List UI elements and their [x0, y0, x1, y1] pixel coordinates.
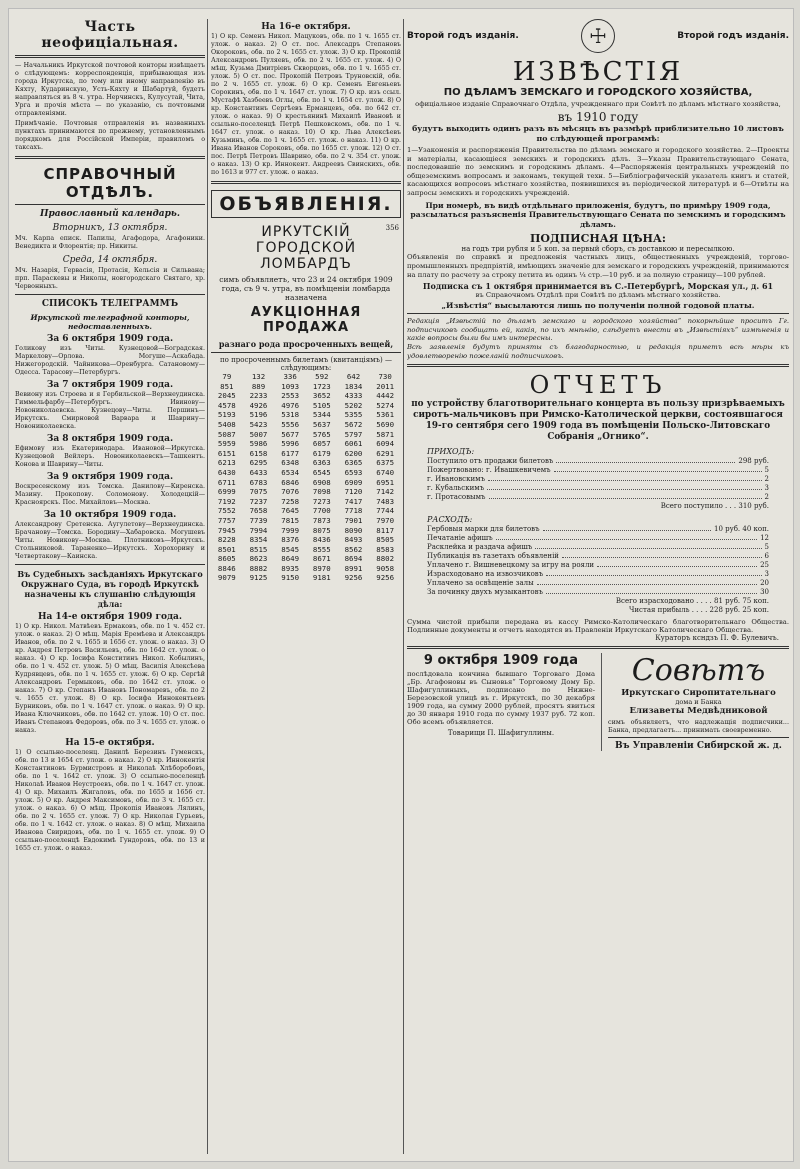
council-text: симъ объявляетъ, что надлежащія подписчики... Банка, предлагаетъ... принимать своевременно. — [608, 718, 789, 735]
ticket-number: 3652 — [312, 391, 331, 401]
court-cases: 1) О ссыльно-поселенц. Данилѣ Березинъ Гуменскъ, обв. по 13 и 1654 ст. улож. о наказ. 2) О кр. Иннокентія Константиновъ Бурмистровъ и Николаѣ Хлѣборобовъ, обв. по 1 ч. 1642 ст. улож. 3) О ссыльно-поселенцѣ Николаѣ Иванов Неустроевъ, обв. по 1 ч. 1647 ст. улож. 4) О кр. Михаилъ Жигаловъ, обв. по 1655 и 1656 ст. улож. 5) О кр. Андрея Максимовъ, обв. по 3 ч. 1655 ст. улож. о наказ. 6) О мѣщ. Прокопія Ивановъ Лялинъ, обв. по 2 ч. 1655 ст. улож. 7) О кр. Николая Гурьевъ, обв. по 1 ч. 1642 ст. улож. о наказ. 8) О мѣщ. Михаила Иванова Свиридовъ, обв. по 1 ч. 1655 ст. улож. 9) О ссыльно-поселенцѣ Евдокимѣ Гундоровъ, обв. по 13 и 1655 ст. улож. о наказ. — [15, 749, 205, 852]
telegram-entries: Александрову Сретенска. Аугулетову—Верхнеудинска. Брачанову—Томска. Бородину—Хабаровска. Могушевъ Читы. Новикову—Москва. Плотниковъ—Иркутскъ. Стольниковой. Тараненко—Иркутскъ. Хорохорину и Четвертакову—Каинска. — [15, 521, 205, 560]
subscription-address: въ Справочномъ Отдѣлѣ при Совѣтѣ по дѣламъ мѣстнаго хозяйства. — [475, 291, 721, 300]
ticket-number: 1834 — [344, 381, 363, 391]
firm-ad-signature: Товарищи П. Шафигуллины. — [447, 729, 555, 738]
ticket-number: 5196 — [249, 410, 268, 420]
ticket-number: 7718 — [344, 506, 363, 516]
ticket-number: 7142 — [376, 487, 395, 497]
ticket-number: 7098 — [312, 487, 331, 497]
ticket-number: 8623 — [249, 554, 268, 564]
ticket-number: 7739 — [249, 515, 268, 525]
ticket-number: 7744 — [376, 506, 395, 516]
council-subtitle: Иркутскаго Сиропитательнаго — [621, 688, 776, 699]
ticket-number: 9256 — [376, 573, 395, 583]
ticket-number: 8505 — [376, 535, 395, 545]
ticket-number: 8493 — [344, 535, 363, 545]
ticket-number: 8802 — [376, 554, 395, 564]
ticket-number: 8882 — [249, 563, 268, 573]
telegram-entries: Воскресенскому изъ Томска. Данилову—Киренска. Мазину. Прокопову. Соломонову. Холодецкій—Красноярскъ. Пос. Михайловъ—Москва. — [15, 483, 205, 506]
income-table — [407, 457, 789, 502]
ticket-number: 5423 — [249, 419, 268, 429]
ledger-row — [427, 570, 769, 579]
tickets-note: по просроченнымъ билетамъ (квитанціямъ) — слѣдующимъ: — [220, 356, 392, 372]
court-cases: 1) О кр. Семенъ Никол. Мацуковъ, обв. по 1 ч. 1655 ст. улож. о наказ. 2) О ст. пос. Алексадръ Степановъ Окороковъ, обв. по 2 ч. 1655 ст. улож. 3) О кр. Прокопій Александровъ Пуляевъ, обв. по 2 ч. 1655 ст. улож. 4) О мѣщ. Кузьма Дмитріевъ Скворцовъ, обв. по 1 ч. 1655 ст. улож. 5) О ст. пос. Прокопій Петровъ Труновскій, обв. по 2 ч. 1655 ст. улож. 6) О кр. Семенъ Евгеньевъ Сорокинъ, обв. по 1 ч. 1647 ст. улож. 7) О кр. изъ ссыл. Мустафѣ Хазбеевъ Оглы, обв. по 1 ч. 1654 ст. улож. 8) О кр. Константинъ Сергѣевъ Ерманцевъ, обв. по 642 ст. улож. о наказ. 9) О крестьянинѣ Михаилѣ Ивановѣ и ссыльно-поселенцѣ Петрѣ Пешковскомъ, обв. по 1 ч. 1647 ст. улож. о наказ. 10) О кр. Льва Алексѣевъ Кузьминъ, обв. по 1 ч. 1655 ст. улож. о наказ. 11) О кр. Ивана Иванов Сороковъ, обв. по 1655 ст. улож. 12) О ст. пос. Петрѣ Петровъ Шаврино, обв. по 2 ч. 354 ст. улож. о наказ. 13) О кр. Иннокент. Андреевъ Свинскихъ, обв. по 1613 и 977 ст. улож. о наказ. — [211, 33, 401, 176]
ticket-number: 6908 — [312, 477, 331, 487]
ad-divider — [601, 653, 602, 751]
date-heading: На 16-е октября. — [261, 22, 351, 32]
editorial-request: Редакція „Извѣстій по дѣламъ земскаго и городского хозяйства“ покорнѣйше проситъ Гг. подписчиковъ сообщать ей, какія, по ихъ мнѣнію, слѣдуетъ внести въ „Извѣстіяхъ“ измѣненія и какіе вопросы были бы имъ интересны. — [407, 317, 789, 343]
section-heading: Часть неофиціальная. — [41, 19, 179, 51]
ticket-number: 8545 — [281, 544, 300, 554]
ticket-number: 6363 — [312, 458, 331, 468]
ticket-number: 7076 — [281, 487, 300, 497]
calendar-saints: Мч. Назарія, Гервасія, Протасія, Кельсія и Сильвана; прп. Параскевы и Николы, новгородскаго Святаго, хр. Червонныхъ. — [15, 267, 205, 290]
date-heading: За 7 октября 1909 года. — [46, 380, 174, 390]
leader-dots — [597, 561, 757, 567]
ticket-number: 5690 — [376, 419, 395, 429]
calendar-title: Православный календарь. — [40, 209, 180, 219]
program-text: 1—Узаконенія и распоряженія Правительства по дѣламъ земскаго и городского хозяйства. 2—Проекты и матеріалы, касающіеся земскихъ и городскихъ дѣлъ. 3—Указы Правительствующаго Сената, последовавшіе по земскимъ и городскимъ дѣламъ. 4—Распоряженія центральныхъ учрежденій по общеземскимъ вопросамъ и законамъ, текущей техн. 5—Библіографическій указатель книгъ и статей, касающихся вопросовъ мѣстнаго хозяйства, появившихся въ періодической литературѣ и 6—Отвѣты на запросы земскихъ и городскихъ учрежденій. — [407, 146, 789, 197]
payment-notice: „Извѣстія“ высылаются лишь по полученіи полной годовой платы. — [441, 301, 755, 311]
ledger-label: Поступило отъ продажи билетовъ — [427, 457, 554, 466]
ticket-number: 6295 — [249, 458, 268, 468]
court-title: Въ Судебныхъ засѣданіяхъ Иркутскаго Окружнаго Суда, въ городѣ Иркутскѣ назначены къ слушанію слѣдующія дѣла: — [17, 569, 203, 609]
ticket-number: 7945 — [217, 525, 236, 535]
date-heading: За 9 октября 1909 года. — [46, 472, 174, 482]
leader-dots — [556, 457, 735, 463]
ledger-value: 3 — [764, 570, 769, 579]
bottom-ads — [407, 653, 789, 751]
ticket-number: 6951 — [376, 477, 395, 487]
ledger-label: г. Протасовымъ — [427, 493, 486, 502]
ticket-number: 9256 — [344, 573, 363, 583]
ticket-number: 851 — [220, 381, 234, 391]
ledger-label: г. Ивановскимъ — [427, 475, 486, 484]
leader-dots — [562, 552, 762, 558]
calendar-saints: Мч. Карпа еписк. Папилы, Агафодора, Агафоники. Венедикта и Флорентія; пр. Никиты. — [15, 235, 205, 250]
calendar-day: Вторникъ, 13 октября. — [52, 223, 168, 233]
ticket-number: 6365 — [344, 458, 363, 468]
ticket-number: 6177 — [281, 448, 300, 458]
ledger-value: 20 — [760, 579, 769, 588]
ticket-number: 7815 — [281, 515, 300, 525]
ticket-number: 7273 — [312, 496, 331, 506]
ticket-number: 5637 — [312, 419, 331, 429]
ticket-number: 1723 — [312, 381, 331, 391]
ledger-label: Уплачено г. Вишневецкому за игру на рояли — [427, 561, 595, 570]
lombard-title: ИРКУТСКІЙ ГОРОДСКОЙ ЛОМБАРДЪ — [255, 224, 357, 272]
ticket-number: 5344 — [312, 410, 331, 420]
appendix-text: При номерѣ, въ видѣ отдѣльнаго приложенія, будутъ, по примѣру 1909 года, разсылаться разъясненія Правительствующаго Сената по земскимъ и городскимъ дѣламъ. — [410, 200, 786, 229]
ticket-number: 1093 — [281, 381, 300, 391]
report-subtitle: по устройству благотворительнаго концерта въ пользу призрѣваемыхъ сиротъ-мальчиковъ при Римско-Католической церкви, состоявшагося 19-го сентября сего 1909 года въ помѣщеніи Польско-Литовскаго Собранія „Огнико“. — [411, 399, 785, 443]
ledger-label: Пожертвовано: г. Ивашкевичемъ — [427, 466, 551, 475]
telegram-entries: Ефимову изъ Екатеринодара. Ивановой—Иркутска. Кузнецовой Вейлеръ. Новониколаевскъ—Ташкентъ. Конова и Шаврину—Читы. — [15, 445, 205, 468]
column-divider — [207, 19, 208, 1154]
ticket-number: 7658 — [249, 506, 268, 516]
leader-dots — [546, 588, 757, 594]
ticket-number: 7970 — [376, 515, 395, 525]
ticket-number: 6534 — [281, 467, 300, 477]
ledger-row — [427, 579, 769, 588]
ticket-number: 6433 — [249, 467, 268, 477]
ledger-label: Расклейка и раздача афишъ — [427, 543, 533, 552]
ad-rates-text: Объявленія по справкѣ и предложенія частныхъ лицъ, общественныхъ учрежденій, торгово-промышленныхъ предпріятій, имѣющихъ значеніе для земскаго и городскихъ учрежденій, принимаются на плату по расчету за строку петита въ одинъ ¼ стр.—10 руб. и за полную страницу—100 рублей. — [407, 253, 789, 279]
ticket-number: 8090 — [344, 525, 363, 535]
edition-year-right: Второй годъ изданія. — [677, 31, 789, 41]
ticket-number: 5996 — [281, 439, 300, 449]
auction-subtitle: разнаго рода просроченныхъ вещей, — [218, 339, 394, 349]
ticket-number: 8935 — [281, 563, 300, 573]
council-ad — [608, 653, 789, 751]
ticket-number: 8376 — [281, 535, 300, 545]
ticket-number: 4333 — [344, 391, 363, 401]
edition-year-left: Второй годъ изданія. — [407, 31, 519, 41]
ledger-value: 12 — [760, 534, 769, 543]
income-total: Всего поступило . . . 310 руб. — [660, 502, 769, 511]
ticket-number: 5408 — [217, 419, 236, 429]
ticket-number: 5556 — [281, 419, 300, 429]
ticket-number: 7417 — [344, 496, 363, 506]
ledger-value: 30 — [760, 588, 769, 597]
reference-section-title: СПРАВОЧНЫЙ ОТДѢЛЪ. — [43, 165, 177, 201]
lombard-ad — [211, 224, 401, 583]
ticket-number: 5797 — [344, 429, 363, 439]
telegram-list-subtitle: Иркутской телеграфной конторы, недоставленныхъ. — [30, 313, 190, 331]
date-heading: За 8 октября 1909 года. — [46, 434, 174, 444]
ticket-number: 8501 — [217, 544, 236, 554]
ticket-number: 8846 — [217, 563, 236, 573]
ticket-number: 6158 — [249, 448, 268, 458]
ticket-number: 6711 — [217, 477, 236, 487]
ticket-number: 5361 — [376, 410, 395, 420]
ledger-row — [427, 484, 769, 493]
editorial-thanks: Всѣ заявленія будутъ приняты съ благодарностью, и редакція приметъ всѣ мѣры къ удовлетворенію пожеланій подписчиковъ. — [407, 342, 789, 360]
ticket-number: 336 — [283, 372, 297, 381]
ticket-number: 6057 — [312, 439, 331, 449]
ticket-number: 5765 — [312, 429, 331, 439]
date-heading: За 10 октября 1909 года. — [43, 510, 177, 520]
ticket-number: 5007 — [249, 429, 268, 439]
ticket-number: 6593 — [344, 467, 363, 477]
leader-dots — [489, 493, 762, 499]
leader-dots — [543, 525, 711, 531]
ticket-number: 9058 — [376, 563, 395, 573]
ticket-number: 7237 — [249, 496, 268, 506]
ledger-label: Печатаніе афишъ — [427, 534, 493, 543]
report-signature: Кураторъ ксндзъ П. Ф. Булевичъ. — [655, 634, 779, 643]
leader-dots — [537, 579, 757, 585]
ledger-row — [427, 588, 769, 597]
newspaper-page — [8, 8, 794, 1162]
ticket-number: 8694 — [344, 554, 363, 564]
ledger-value: 6 — [764, 552, 769, 561]
ledger-row — [427, 457, 769, 466]
report-closing: Сумма чистой прибыли передана въ кассу Римско-Католическаго благотворительнаго Общества. Подлинные документы и отчетъ находятся въ Правленіи Иркутскаго Католическаго Общества. — [407, 618, 789, 635]
ticket-numbers-table — [211, 372, 401, 583]
ticket-number: 6094 — [376, 439, 395, 449]
ticket-number: 5672 — [344, 419, 363, 429]
ledger-row — [427, 493, 769, 502]
ticket-number: 7075 — [249, 487, 268, 497]
ledger-row — [427, 525, 769, 534]
ticket-number: 4926 — [249, 400, 268, 410]
subscription-text: Подписка съ 1 октября принимается въ С.-Петербургѣ, Морская ул., д. 61 — [422, 281, 774, 292]
ticket-number: 6179 — [312, 448, 331, 458]
date-heading: За 6 октября 1909 года. — [46, 334, 174, 344]
ticket-number: 8228 — [217, 535, 236, 545]
ticket-number: 7901 — [344, 515, 363, 525]
ticket-number: 8649 — [281, 554, 300, 564]
masthead — [407, 19, 789, 53]
council-subtitle-3: Елизаветы Медвѣдниковой — [629, 706, 768, 717]
ticket-number: 6375 — [376, 458, 395, 468]
ticket-number: 4976 — [281, 400, 300, 410]
date-heading: На 15-е октября. — [65, 738, 155, 748]
leader-dots — [487, 484, 761, 490]
auction-title: АУКЦІОННАЯ ПРОДАЖА — [250, 305, 362, 335]
leader-dots — [546, 570, 761, 576]
ticket-number: 6740 — [376, 467, 395, 477]
ticket-number: 6348 — [281, 458, 300, 468]
ticket-number: 5193 — [217, 410, 236, 420]
ticket-number: 6545 — [312, 467, 331, 477]
ledger-value: 3 — [764, 484, 769, 493]
telegram-entries: Вевиону изъ Строева и я Гербильской—Верхнеудинска. Гиммельфарбу—Петербургъ. Ивинову—Новониколаевска. Кузнецову—Читы. Першинъ—Иркутскъ. Смирновой Варвара и Шаврину—Новониколаевска. — [15, 391, 205, 430]
ticket-number: 4442 — [376, 391, 395, 401]
railway-title: Въ Управленіи Сибирской ж. д. — [615, 741, 782, 752]
ledger-value: 5 — [764, 466, 769, 475]
ticket-number: 7645 — [281, 506, 300, 516]
expense-table — [407, 525, 789, 597]
ticket-number: 5202 — [344, 400, 363, 410]
ticket-number: 5105 — [312, 400, 331, 410]
ledger-value: 25 — [760, 561, 769, 570]
publication-subtitle: ПО ДѢЛАМЪ ЗЕМСКАГО И ГОРОДСКОГО ХОЗЯЙСТВА, — [443, 87, 753, 98]
ticket-number: 5677 — [281, 429, 300, 439]
firm-ad-date: 9 октября 1909 года — [423, 653, 579, 669]
calendar-day: Среда, 14 октября. — [62, 255, 158, 265]
court-cases: 1) О кр. Никол. Матвѣевъ Ермаковъ, обв. по 1 ч. 452 ст. улож. о наказ. 2) О мѣщ. Марія Еремѣева и Александръ Иванов, обв. по 2 ч. 1655 и 1656 ст. улож. о наказ. 3) О кр. Андрея Петровъ Васильевъ, обв. по 1642 ст. улож. о наказ. 4) О кр. Іосифа Конститинъ Никол. Кобылинъ, обв. по 1 ч. 452 ст. улож. 5) О мѣщ. Василія Алексѣева Кудрявцевъ, обв. по 1 ч. 1655 ст. улож. 6) О кр. Сергѣй Александровъ Гермыковъ, обв. по 1642 ст. улож. о наказ. 7) О кр. Степанъ Ивановъ Пономаревъ, обв. по 2 ч. 1655 ст. улож. 8) О кр. Іосифа Иннокентьевъ Бурниковъ, обв. по 1 ч. 1647 ст. улож. о наказ. 9) О кр. Ивана Ключниковъ, обв. по 1642 ст. улож. 10) О ст. пос. Иванъ Степановъ Федоровъ, обв. по 3 ч. 1655 ст. улож. о наказ. — [15, 623, 205, 734]
publication-official: офиціальное изданіе Справочнаго Отдѣла, учрежденнаго при Совѣтѣ по дѣламъ мѣстнаго хозяйства, — [415, 100, 781, 108]
column-divider — [403, 19, 404, 1154]
post-office-notice: — Начальникъ Иркутской почтовой конторы извѣщаетъ о слѣдующемъ: корреспонденція, прибывающая изъ города Иркутска, по тому или иному направленію въ Кяхту, Кударинскую, Усть-Кяхту и Шабартуй, будетъ направляться въ 8 ч. утра. Нерчинскъ, Кулусутай, Чита, Урга и прочія мѣста — по указанію, съ почтовыми отправленіями. — [15, 62, 205, 117]
ticket-number: 8583 — [376, 544, 395, 554]
ticket-number: 132 — [251, 372, 266, 381]
expense-title: РАСХОДЪ: — [427, 515, 473, 525]
leader-dots — [535, 543, 761, 549]
ledger-label: Гербовыя марки для билетовъ — [427, 525, 540, 534]
ticket-number: 2233 — [249, 391, 268, 401]
ledger-label: г. Кубальскимъ — [427, 484, 485, 493]
ticket-number: 8436 — [312, 535, 331, 545]
ticket-number: 2011 — [376, 381, 395, 391]
firm-ad — [407, 653, 595, 751]
price-title: ПОДПИСНАЯ ЦѢНА: — [530, 232, 666, 246]
ticket-number: 2045 — [217, 391, 236, 401]
ledger-label: Уплачено за освѣщеніе залы — [427, 579, 534, 588]
ticket-number: 7483 — [376, 496, 395, 506]
ticket-number: 7757 — [217, 515, 236, 525]
ledger-row — [427, 466, 769, 475]
price-text: на годъ три рубля и 5 коп. за первый сборъ, съ доставкою и пересылкою. — [461, 245, 735, 254]
column-right — [407, 19, 789, 1159]
ticket-number: 5087 — [217, 429, 236, 439]
income-title: ПРИХОДЪ: — [427, 447, 475, 457]
ticket-number: 6999 — [217, 487, 236, 497]
publication-year: въ 1910 году — [557, 110, 639, 124]
ticket-number: 6291 — [376, 448, 395, 458]
ledger-row — [427, 561, 769, 570]
ticket-number: 6909 — [344, 477, 363, 487]
ticket-number: 7258 — [281, 496, 300, 506]
firm-ad-text: послѣдовала кончина бывшаго Торговаго Дома „Бр. Агафоновы въ Сыновья“ Торговому Дому Бр. Шафигуллиныхъ, подписано по Нижне-Березовской улицѣ въ г. Иркутскѣ, по 30 декабря 1909 года, на сумму 2000 рублей, просятъ явиться до 30 января 1910 года по сумму 1937 руб. 72 коп. Обо всемъ объявляется. — [407, 670, 595, 727]
eagle-emblem-icon: ☩ — [581, 19, 615, 53]
ledger-label: Израсходовано на извозчиковъ — [427, 570, 544, 579]
ledger-value: 2 — [764, 493, 769, 502]
ticket-number: 5318 — [281, 410, 300, 420]
ticket-number: 592 — [315, 372, 329, 381]
ticket-number: 7120 — [344, 487, 363, 497]
ticket-number: 9079 — [217, 573, 236, 583]
ledger-value: 5 — [764, 543, 769, 552]
ticket-number: 9181 — [312, 573, 331, 583]
ledger-value: 298 руб. — [738, 457, 769, 466]
telegram-entries: Голикову изъ Читы. Кузнецовой—Боградская. Маркелову—Орлова. Могуше—Аскабада. Нижегородскій. Чайникова—Оренбурга. Сатановому—Одесса. Тарасову—Петербургъ. — [15, 345, 205, 376]
ledger-value: 10 руб. 40 коп. — [713, 525, 769, 534]
ticket-number: 6846 — [281, 477, 300, 487]
ticket-number: 8605 — [217, 554, 236, 564]
ticket-number: 8991 — [344, 563, 363, 573]
lombard-text: симъ объявляетъ, что 23 и 24 октября 1909 года, съ 9 ч. утра, въ помѣщеніи ломбарда назначена — [219, 275, 393, 302]
ticket-number: 642 — [346, 372, 361, 381]
telegram-list-title: СПИСОКЪ ТЕЛЕГРАММЪ — [41, 299, 179, 309]
ticket-number: 8354 — [249, 535, 268, 545]
ticket-number: 6151 — [217, 448, 236, 458]
ad-number: 356 — [385, 224, 399, 232]
ads-heading: ОБЪЯВЛЕНІЯ. — [211, 190, 401, 218]
ticket-number: 6061 — [344, 439, 363, 449]
ticket-number: 8562 — [344, 544, 363, 554]
council-subtitle-2: дома и Банка — [675, 698, 722, 707]
ledger-row — [427, 552, 769, 561]
column-left — [15, 19, 205, 1159]
ticket-number: 7994 — [249, 525, 268, 535]
leader-dots — [488, 475, 762, 481]
ticket-number: 8671 — [312, 554, 331, 564]
ticket-number: 8970 — [312, 563, 331, 573]
date-heading: На 14-е октября 1909 года. — [37, 612, 183, 622]
ticket-number: 2553 — [281, 391, 300, 401]
ledger-row — [427, 475, 769, 484]
ticket-number: 6200 — [344, 448, 363, 458]
ticket-number: 8117 — [376, 525, 395, 535]
ticket-number: 5274 — [376, 400, 395, 410]
ticket-number: 5986 — [249, 439, 268, 449]
leader-dots — [496, 534, 757, 540]
ticket-number: 889 — [251, 381, 266, 391]
ledger-label: Публикація въ газетахъ объявленій — [427, 552, 559, 561]
ticket-number: 7192 — [217, 496, 236, 506]
ledger-label: За починку двухъ музыкантовъ — [427, 588, 543, 597]
ticket-number: 8075 — [312, 525, 331, 535]
ticket-number: 730 — [378, 372, 392, 381]
ticket-number: 79 — [222, 372, 232, 381]
ticket-number: 7873 — [312, 515, 331, 525]
column-middle — [211, 19, 401, 1159]
ticket-number: 5959 — [217, 439, 236, 449]
report-title: ОТЧЕТЪ — [529, 371, 667, 400]
ticket-number: 7700 — [312, 506, 331, 516]
council-title: Совѣтъ — [631, 653, 766, 689]
ticket-number: 9125 — [249, 573, 268, 583]
net-profit: Чистая прибыль . . . . 228 руб. 25 коп. — [628, 606, 769, 615]
ledger-row — [427, 543, 769, 552]
ledger-row — [427, 534, 769, 543]
expense-total: Всего израсходовано . . . . 81 руб. 75 коп. — [615, 597, 769, 606]
note-paragraph: Примѣчаніе. Почтовыя отправленія въ названныхъ пунктахъ принимаются по прежнему, установленнымъ порядкомъ для Россійской Имперіи, правиломъ о таксахъ. — [15, 120, 205, 151]
ticket-number: 6783 — [249, 477, 268, 487]
ticket-number: 7552 — [217, 506, 236, 516]
ticket-number: 8555 — [312, 544, 331, 554]
ticket-number: 7999 — [281, 525, 300, 535]
ticket-number: 9150 — [281, 573, 300, 583]
publication-title: ИЗВѢСТІЯ — [512, 57, 684, 87]
ticket-number: 8515 — [249, 544, 268, 554]
ticket-number: 6213 — [217, 458, 236, 468]
ticket-number: 6430 — [217, 467, 236, 477]
ticket-number: 4578 — [217, 400, 236, 410]
publication-schedule: будутъ выходить одинъ разъ въ мѣсяцъ въ размѣрѣ приблизительно 10 листовъ по слѣдующей программѣ: — [412, 124, 784, 143]
ticket-number: 5871 — [376, 429, 395, 439]
ledger-value: 2 — [764, 475, 769, 484]
leader-dots — [554, 466, 762, 472]
ticket-number: 5355 — [344, 410, 363, 420]
